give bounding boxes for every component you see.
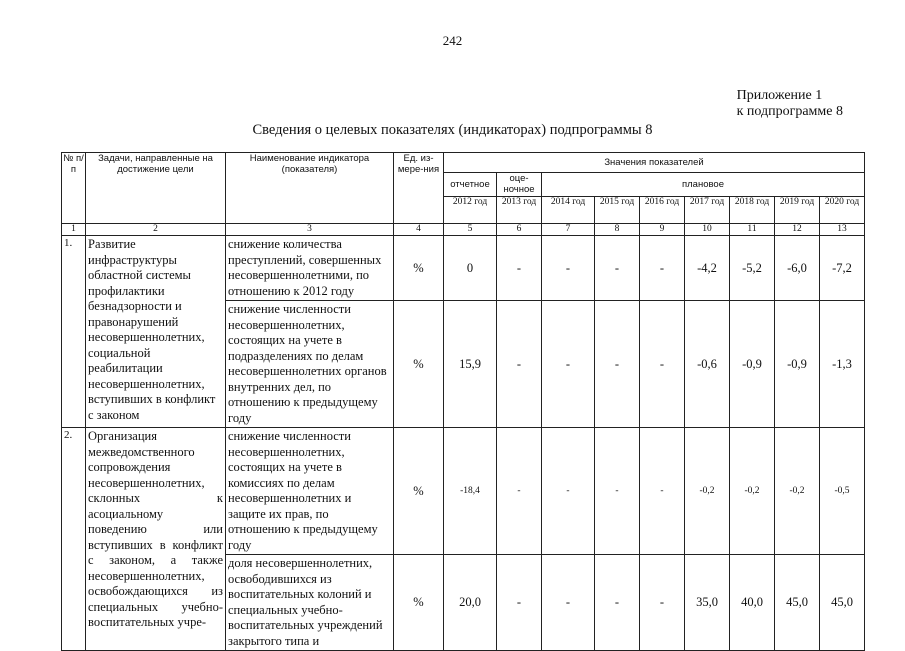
value-cell: -0,6 xyxy=(685,301,730,428)
col-number: 3 xyxy=(226,224,394,236)
value-cell: 15,9 xyxy=(444,301,497,428)
value-cell: -0,2 xyxy=(775,428,820,555)
value-cell: 0 xyxy=(444,236,497,301)
value-cell: -7,2 xyxy=(820,236,865,301)
row-number: 1. xyxy=(62,236,86,428)
header-estimated: оце-ночное xyxy=(497,173,542,197)
year-2012: 2012 год xyxy=(444,197,497,224)
year-2020: 2020 год xyxy=(820,197,865,224)
indicator-name: снижение численности несовершеннолетних, состоящих на учете в комиссиях по делам несовершеннолетних и защите их прав, по отношению к предыдущему году xyxy=(226,428,394,555)
value-cell: - xyxy=(542,428,595,555)
value-cell: -0,2 xyxy=(685,428,730,555)
header-tasks: Задачи, направленные на достижение цели xyxy=(86,153,226,224)
value-cell: 35,0 xyxy=(685,555,730,651)
value-cell: -0,2 xyxy=(730,428,775,555)
col-number: 5 xyxy=(444,224,497,236)
col-number: 12 xyxy=(775,224,820,236)
indicator-name: доля несовершеннолетних, освободившихся из воспитательных колоний и специальных учебно-воспитательных учреждений закрытого типа и xyxy=(226,555,394,651)
value-cell: -5,2 xyxy=(730,236,775,301)
value-cell: - xyxy=(542,555,595,651)
task-text: Развитие инфраструктуры областной системы профилактики безнадзорности и правонарушений несовершеннолетних, социальной реабилитации несовершеннолетних, вступивших в конфликт с законом xyxy=(86,236,226,428)
col-number: 1 xyxy=(62,224,86,236)
appendix-label xyxy=(737,88,843,120)
value-cell: -1,3 xyxy=(820,301,865,428)
header-indicator: Наименование индикатора (показателя) xyxy=(226,153,394,224)
header-planned: плановое xyxy=(542,173,865,197)
year-2019: 2019 год xyxy=(775,197,820,224)
indicators-table xyxy=(61,152,865,651)
header-values: Значения показателей xyxy=(444,153,865,173)
year-2018: 2018 год xyxy=(730,197,775,224)
col-number: 4 xyxy=(394,224,444,236)
table-row xyxy=(62,236,865,301)
table-row xyxy=(62,428,865,555)
value-cell: - xyxy=(640,301,685,428)
value-cell: - xyxy=(542,301,595,428)
value-cell: 20,0 xyxy=(444,555,497,651)
col-number: 11 xyxy=(730,224,775,236)
value-cell: - xyxy=(595,555,640,651)
value-cell: - xyxy=(497,555,542,651)
unit-cell: % xyxy=(394,555,444,651)
indicator-name: снижение численности несовершеннолетних, состоящих на учете в подразделениях по делам несовершеннолетних органов внутренних дел, по отношению к предыдущему году xyxy=(226,301,394,428)
value-cell: -0,9 xyxy=(730,301,775,428)
value-cell: - xyxy=(640,428,685,555)
col-number: 9 xyxy=(640,224,685,236)
value-cell: -18,4 xyxy=(444,428,497,555)
value-cell: - xyxy=(640,555,685,651)
year-2013: 2013 год xyxy=(497,197,542,224)
unit-cell: % xyxy=(394,301,444,428)
appendix-line-2: к подпрограмме 8 xyxy=(736,104,843,119)
value-cell: - xyxy=(595,301,640,428)
header-reported: отчетное xyxy=(444,173,497,197)
year-2016: 2016 год xyxy=(640,197,685,224)
appendix-line-1: Приложение 1 xyxy=(736,88,823,103)
value-cell: - xyxy=(595,236,640,301)
indicator-name: снижение количества преступлений, совершенных несовершеннолетними, по отношению к 2012 году xyxy=(226,236,394,301)
value-cell: - xyxy=(497,236,542,301)
value-cell: - xyxy=(542,236,595,301)
year-2014: 2014 год xyxy=(542,197,595,224)
col-number: 8 xyxy=(595,224,640,236)
value-cell: 45,0 xyxy=(775,555,820,651)
value-cell: -0,5 xyxy=(820,428,865,555)
row-number: 2. xyxy=(62,428,86,651)
year-2017: 2017 год xyxy=(685,197,730,224)
year-2015: 2015 год xyxy=(595,197,640,224)
value-cell: 40,0 xyxy=(730,555,775,651)
unit-cell: % xyxy=(394,236,444,301)
header-num: № п/п xyxy=(62,153,86,224)
value-cell: - xyxy=(497,428,542,555)
unit-cell: % xyxy=(394,428,444,555)
col-number: 6 xyxy=(497,224,542,236)
page-number: 242 xyxy=(442,33,463,48)
value-cell: - xyxy=(497,301,542,428)
column-number-row xyxy=(62,224,865,236)
document-title: Сведения о целевых показателях (индикаторах) подпрограммы 8 xyxy=(252,122,653,138)
value-cell: -4,2 xyxy=(685,236,730,301)
col-number: 2 xyxy=(86,224,226,236)
value-cell: 45,0 xyxy=(820,555,865,651)
col-number: 13 xyxy=(820,224,865,236)
value-cell: -0,9 xyxy=(775,301,820,428)
col-number: 7 xyxy=(542,224,595,236)
col-number: 10 xyxy=(685,224,730,236)
value-cell: -6,0 xyxy=(775,236,820,301)
task-text: Организация межведомственного сопровождения несовершеннолетних, склонных к асоциальному поведению или вступивших в конфликт с законом, а также несовершеннолетних, освобождающихся из специальных учебно-воспитательных учре- xyxy=(86,428,226,651)
header-unit: Ед. из-мере-ния xyxy=(394,153,444,224)
value-cell: - xyxy=(595,428,640,555)
value-cell: - xyxy=(640,236,685,301)
